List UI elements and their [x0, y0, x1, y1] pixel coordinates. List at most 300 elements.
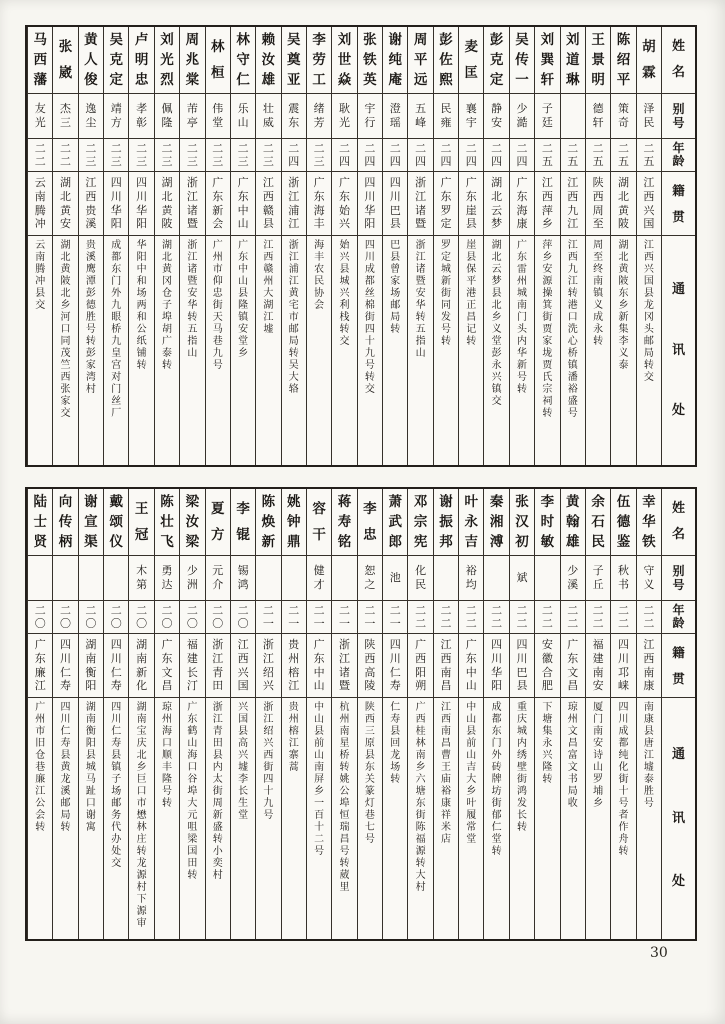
entry-address: 四 川 成 都 纯 化 街 十 号 者 作 舟 转	[611, 697, 635, 939]
entry-name: 向 传 柄	[58, 493, 73, 550]
entry-address: 广 州 市 旧 仓 巷 廉 江 公 会 转	[28, 697, 52, 939]
entry-name: 王 冠	[134, 500, 149, 544]
entry-origin: 福 建 南 安	[586, 633, 610, 697]
entry-address: 始 兴 县 城 兴 利 栈 转 交	[332, 235, 356, 465]
entry-age: 二 三	[155, 138, 179, 171]
entry-address: 广 东 中 山 县 隆 镇 安 堂 乡	[231, 235, 255, 465]
entry-address: 浙 江 诸 暨 安 华 转 五 指 山	[408, 235, 432, 465]
entry-origin: 陕 西 周 至	[586, 171, 610, 235]
entry-origin: 江 西 南 昌	[434, 633, 458, 697]
entry-origin: 广 东 罗 定	[434, 171, 458, 235]
entry-age: 二 一	[307, 600, 331, 633]
entry-address: 四 川 成 都 丝 棉 街 四 十 九 号 转 交	[358, 235, 382, 465]
entry-origin: 江 西 贵 溪	[79, 171, 103, 235]
entry-alias: 木 第	[129, 555, 153, 600]
header-alias: 别 号	[662, 93, 695, 138]
entry-origin: 福 建 长 汀	[180, 633, 204, 697]
directory-entry-column	[433, 489, 458, 939]
directory-entry-column	[78, 489, 103, 939]
entry-alias: 五 峰	[408, 93, 432, 138]
entry-name: 张 崴	[58, 38, 73, 82]
entry-address: 海 丰 农 民 协 会	[307, 235, 331, 465]
directory-entry-column	[509, 27, 534, 465]
entry-origin: 云 南 腾 冲	[28, 171, 52, 235]
header-address: 通 讯 处	[662, 235, 695, 465]
entry-age: 二 二	[434, 600, 458, 633]
entry-address: 中 山 县 前 山 南 屏 乡 一 百 十 二 号	[307, 697, 331, 939]
entry-name: 戴 颂 仪	[109, 493, 124, 550]
entry-name: 余 石 民	[591, 493, 605, 550]
header-name: 姓 名	[671, 38, 685, 81]
entry-address: 重 庆 城 内 绣 壁 街 鸿 发 长 转	[510, 697, 534, 939]
directory-entry-column	[483, 489, 508, 939]
directory-entry-column	[636, 489, 661, 939]
entry-alias: 少 溪	[561, 555, 585, 600]
entry-name: 王 景 明	[591, 31, 605, 88]
entry-age: 二 五	[586, 138, 610, 171]
header-origin: 籍 贯	[662, 171, 695, 235]
entry-age: 二 三	[256, 138, 280, 171]
entry-alias	[28, 555, 52, 600]
directory-table-bottom	[25, 487, 697, 941]
entry-name: 陈 壮 飞	[160, 493, 174, 550]
entry-alias	[332, 555, 356, 600]
directory-entry-column	[103, 27, 128, 465]
entry-age: 二 四	[484, 138, 508, 171]
entry-origin: 广 东 崖 县	[459, 171, 483, 235]
entry-alias	[434, 555, 458, 600]
entry-alias: 勇 达	[155, 555, 179, 600]
entry-name: 李 时 敏	[540, 493, 555, 550]
entry-alias: 芾 亭	[180, 93, 204, 138]
entry-origin: 浙 江 诸 暨	[180, 171, 204, 235]
directory-entry-column	[331, 27, 356, 465]
directory-entry-column	[382, 27, 407, 465]
directory-entry-column	[509, 489, 534, 939]
entry-alias: 泽 民	[637, 93, 661, 138]
entry-alias: 池	[383, 555, 407, 600]
directory-entry-column	[281, 489, 306, 939]
entry-origin: 四 川 华 阳	[484, 633, 508, 697]
entry-age: 二 五	[535, 138, 559, 171]
entry-origin: 广 东 文 昌	[155, 633, 179, 697]
header-column	[661, 489, 695, 939]
entry-age: 二 三	[206, 138, 230, 171]
directory-entry-column	[483, 27, 508, 465]
directory-entry-column	[610, 27, 635, 465]
entry-origin: 湖 南 新 化	[129, 633, 153, 697]
entry-address: 湖 北 云 梦 县 北 乡 义 堂 彭 永 兴 镇 交	[484, 235, 508, 465]
entry-age: 二 二	[637, 600, 661, 633]
directory-entry-column	[560, 27, 585, 465]
entry-address: 琼 州 文 昌 富 文 书 局 收	[561, 697, 585, 939]
entry-address: 广 东 鹤 山 海 口 谷 埠 大 元 咀 梁 国 田 转	[180, 697, 204, 939]
entry-address: 江 西 南 昌 曹 王 庙 裕 康 祥 米 店	[434, 697, 458, 939]
entry-origin: 广 东 中 山	[231, 171, 255, 235]
entry-age: 二 一	[282, 600, 306, 633]
entry-alias: 民 雍	[434, 93, 458, 138]
directory-entry-column	[128, 27, 153, 465]
entry-origin: 湖 北 黄 安	[53, 171, 77, 235]
entry-age: 二 四	[383, 138, 407, 171]
entry-alias: 元 介	[206, 555, 230, 600]
entry-address: 华 阳 中 和 场 两 和 公 纸 铺 转	[129, 235, 153, 465]
entry-age: 二 二	[586, 600, 610, 633]
entry-alias: 裕 均	[459, 555, 483, 600]
entry-address: 贵 溪 鹰 潭 彭 德 胜 号 转 彭 家 湾 村	[79, 235, 103, 465]
entry-origin: 江 西 兴 国	[231, 633, 255, 697]
entry-age: 二 一	[383, 600, 407, 633]
entry-name: 陆 士 贤	[33, 493, 47, 550]
entry-alias	[79, 555, 103, 600]
entry-name: 刘 世 焱	[337, 31, 352, 88]
entry-age: 二 二	[53, 138, 77, 171]
directory-entry-column	[458, 489, 483, 939]
entry-alias	[53, 555, 77, 600]
directory-entry-column	[560, 489, 585, 939]
entry-age: 二 四	[459, 138, 483, 171]
entry-origin: 四 川 仁 寿	[383, 633, 407, 697]
header-age: 年 龄	[662, 138, 695, 171]
entry-age: 二 四	[282, 138, 306, 171]
entry-address: 浙 江 绍 兴 西 街 四 十 九 号	[256, 697, 280, 939]
entry-name: 谢 振 邦	[439, 493, 453, 550]
entry-address: 崖 县 保 平 港 正 昌 记 转	[459, 235, 483, 465]
entry-age: 二 三	[307, 138, 331, 171]
entry-name: 姚 钟 鼎	[287, 493, 301, 550]
directory-entry-column	[154, 27, 179, 465]
directory-entry-column	[636, 27, 661, 465]
entry-age: 二 五	[611, 138, 635, 171]
entry-age: 二 四	[408, 138, 432, 171]
directory-entry-column	[534, 27, 559, 465]
entry-address: 萍 乡 安 源 操 箕 街 贾 家 垅 贾 氏 宗 祠 转	[535, 235, 559, 465]
entry-alias: 友 光	[28, 93, 52, 138]
entry-address: 四 川 仁 寿 县 镇 子 场 邮 务 代 办 处 交	[104, 697, 128, 939]
entry-origin: 广 东 始 兴	[332, 171, 356, 235]
entry-name: 黄 翰 雄	[565, 493, 580, 550]
directory-entry-column	[585, 489, 610, 939]
entry-origin: 浙 江 青 田	[206, 633, 230, 697]
entry-alias: 孝 彰	[129, 93, 153, 138]
header-age: 年 龄	[662, 600, 695, 633]
entry-age: 二 〇	[231, 600, 255, 633]
entry-origin: 安 徽 合 肥	[535, 633, 559, 697]
entry-origin: 浙 江 诸 暨	[332, 633, 356, 697]
entry-name: 胡 霖	[642, 38, 656, 82]
entry-age: 二 四	[358, 138, 382, 171]
entry-name: 麦 匡	[464, 38, 479, 82]
directory-entry-column	[306, 27, 331, 465]
entry-alias: 绪 芳	[307, 93, 331, 138]
entry-age: 二 二	[561, 600, 585, 633]
entry-origin: 湖 北 云 梦	[484, 171, 508, 235]
entry-origin: 广 东 海 丰	[307, 171, 331, 235]
directory-entry-column	[179, 489, 204, 939]
entry-alias: 子 廷	[535, 93, 559, 138]
entry-address: 仁 寿 县 回 龙 场 转	[383, 697, 407, 939]
entry-age: 二 〇	[206, 600, 230, 633]
directory-entry-column	[407, 27, 432, 465]
entry-address: 广 东 雷 州 城 南 门 头 内 华 新 号 转	[510, 235, 534, 465]
entry-alias: 德 轩	[586, 93, 610, 138]
entry-name: 吴 克 定	[109, 31, 124, 88]
entry-origin: 江 西 萍 乡	[535, 171, 559, 235]
entry-age: 二 〇	[104, 600, 128, 633]
entry-age: 二 二	[459, 600, 483, 633]
entry-name: 邓 宗 宪	[413, 493, 428, 550]
entry-name: 容 干	[312, 500, 326, 544]
entry-age: 二 二	[408, 600, 432, 633]
entry-age: 二 〇	[180, 600, 204, 633]
entry-address: 南 康 县 唐 江 墟 泰 胜 号	[637, 697, 661, 939]
entry-address: 江 西 九 江 转 港 口 洗 心 桥 镇 潘 裕 盛 号	[561, 235, 585, 465]
entry-address: 湖 南 衡 阳 县 城 马 趾 口 谢 寓	[79, 697, 103, 939]
directory-entry-column	[230, 489, 255, 939]
entry-origin: 江 西 南 康	[637, 633, 661, 697]
entry-address: 中 山 县 前 山 吉 大 乡 叶 履 常 堂	[459, 697, 483, 939]
entry-age: 二 四	[434, 138, 458, 171]
directory-entry-column	[306, 489, 331, 939]
entry-name: 吴 传 一	[515, 31, 529, 88]
directory-entry-column	[78, 27, 103, 465]
entry-origin: 广 东 中 山	[459, 633, 483, 697]
entry-name: 张 铁 英	[363, 31, 377, 88]
entry-address: 湖 北 黄 陂 东 乡 新 集 李 义 泰	[611, 235, 635, 465]
entry-origin: 四 川 巴 县	[510, 633, 534, 697]
entry-name: 秦 湘 溥	[489, 493, 504, 550]
entry-address: 云 南 腾 冲 县 交	[28, 235, 52, 465]
directory-entry-column	[205, 489, 230, 939]
entry-origin: 湖 北 黄 陂	[155, 171, 179, 235]
entry-alias: 杰 三	[53, 93, 77, 138]
entry-origin: 江 西 九 江	[561, 171, 585, 235]
entry-age: 二 〇	[53, 600, 77, 633]
entry-origin: 贵 州 榕 江	[282, 633, 306, 697]
header-origin: 籍 贯	[662, 633, 695, 697]
directory-entry-column	[331, 489, 356, 939]
entry-alias: 策 奇	[611, 93, 635, 138]
directory-entry-column	[52, 27, 77, 465]
entry-origin: 四 川 华 阳	[129, 171, 153, 235]
directory-entry-column	[27, 27, 52, 465]
entry-alias: 逸 尘	[79, 93, 103, 138]
entry-alias	[535, 555, 559, 600]
directory-entry-column	[610, 489, 635, 939]
directory-entry-column	[585, 27, 610, 465]
directory-entry-column	[407, 489, 432, 939]
directory-entry-column	[357, 27, 382, 465]
entry-address: 广 州 市 仰 忠 街 天 马 巷 九 号	[206, 235, 230, 465]
header-address: 通 讯 处	[662, 697, 695, 939]
entry-name: 马 西 藩	[33, 31, 47, 88]
entry-alias	[256, 555, 280, 600]
entry-name: 陈 绍 平	[616, 31, 631, 88]
entry-alias: 恕 之	[358, 555, 382, 600]
entry-name: 幸 华 铁	[642, 493, 656, 550]
directory-table-top	[25, 25, 697, 467]
entry-address: 巴 县 曾 家 场 邮 局 转	[383, 235, 407, 465]
entry-name: 叶 永 吉	[464, 493, 479, 550]
entry-name: 陈 焕 新	[261, 493, 276, 550]
entry-address: 成 都 东 门 外 九 眼 桥 九 皇 宫 对 门 丝 厂	[104, 235, 128, 465]
entry-age: 二 〇	[129, 600, 153, 633]
directory-entry-column	[534, 489, 559, 939]
entry-address: 罗 定 城 新 街 同 发 号 转	[434, 235, 458, 465]
entry-name: 张 汉 初	[515, 493, 529, 550]
header-column	[661, 27, 695, 465]
header-alias: 别 号	[662, 555, 695, 600]
entry-alias: 佩 隆	[155, 93, 179, 138]
entry-name: 刘 光 烈	[160, 31, 174, 88]
directory-entry-column	[357, 489, 382, 939]
entry-alias: 秋 书	[611, 555, 635, 600]
entry-age: 二 三	[104, 138, 128, 171]
entry-age: 二 四	[332, 138, 356, 171]
entry-origin: 广 东 海 康	[510, 171, 534, 235]
page-number: 30	[650, 945, 668, 961]
entry-name: 周 兆 棠	[185, 31, 200, 88]
entry-name: 周 平 远	[413, 31, 428, 88]
entry-name: 赖 汝 雄	[261, 31, 276, 88]
entry-age: 二 二	[535, 600, 559, 633]
entry-age: 二 二	[510, 600, 534, 633]
entry-alias: 少 澔	[510, 93, 534, 138]
directory-entry-column	[458, 27, 483, 465]
entry-origin: 湖 北 黄 陂	[611, 171, 635, 235]
entry-name: 卢 明 忠	[134, 31, 149, 88]
entry-alias	[561, 93, 585, 138]
entry-address: 浙 江 浦 江 黄 宅 市 邮 局 转 吴 大 辂	[282, 235, 306, 465]
entry-alias: 震 东	[282, 93, 306, 138]
entry-name: 李 忠	[363, 500, 377, 544]
entry-origin: 广 西 阳 朔	[408, 633, 432, 697]
entry-name: 彭 佐 熙	[439, 31, 453, 88]
entry-age: 二 二	[611, 600, 635, 633]
directory-entry-column	[205, 27, 230, 465]
entry-origin: 四 川 巴 县	[383, 171, 407, 235]
entry-age: 二 五	[637, 138, 661, 171]
entry-alias: 静 安	[484, 93, 508, 138]
entry-name: 李 锟	[236, 500, 250, 544]
entry-address: 湖 北 黄 冈 仓 子 埠 胡 广 泰 转	[155, 235, 179, 465]
entry-name: 谢 宣 渠	[84, 493, 98, 550]
directory-entry-column	[255, 27, 280, 465]
entry-age: 二 〇	[155, 600, 179, 633]
entry-address: 陕 西 三 原 县 东 关 篆 灯 巷 七 号	[358, 697, 382, 939]
directory-entry-column	[255, 489, 280, 939]
entry-alias: 伟 堂	[206, 93, 230, 138]
entry-age: 二 五	[561, 138, 585, 171]
entry-address: 贵 州 榕 江 寨 蒿	[282, 697, 306, 939]
entry-name: 刘 巽 轩	[540, 31, 555, 88]
entry-alias: 宇 行	[358, 93, 382, 138]
entry-name: 黄 人 俊	[84, 31, 98, 88]
entry-alias: 耿 光	[332, 93, 356, 138]
entry-origin: 陕 西 高 陵	[358, 633, 382, 697]
entry-alias: 壮 威	[256, 93, 280, 138]
entry-alias	[104, 555, 128, 600]
entry-alias: 守 义	[637, 555, 661, 600]
entry-name: 蒋 寿 铭	[337, 493, 352, 550]
entry-address: 广 西 桂 林 南 乡 六 塘 东 街 陈 福 源 转 大 村	[408, 697, 432, 939]
directory-entry-column	[27, 489, 52, 939]
entry-address: 湖 北 黄 陂 北 乡 河 口 同 茂 竺 西 张 家 交	[53, 235, 77, 465]
entry-origin: 湖 南 衡 阳	[79, 633, 103, 697]
entry-age: 二 三	[79, 138, 103, 171]
directory-entry-column	[382, 489, 407, 939]
entry-age: 二 二	[484, 600, 508, 633]
entry-origin: 浙 江 浦 江	[282, 171, 306, 235]
directory-entry-column	[128, 489, 153, 939]
entry-origin: 四 川 仁 寿	[53, 633, 77, 697]
entry-address: 成 都 东 门 外 砖 牌 坊 街 郁 仁 堂 转	[484, 697, 508, 939]
entry-origin: 广 东 廉 江	[28, 633, 52, 697]
entry-address: 琼 州 海 口 顺 丰 隆 号 转	[155, 697, 179, 939]
entry-address: 四 川 仁 寿 县 黄 龙 溪 邮 局 转	[53, 697, 77, 939]
entry-origin: 四 川 华 阳	[104, 171, 128, 235]
entry-alias: 澄 瑶	[383, 93, 407, 138]
entry-age: 二 三	[231, 138, 255, 171]
entry-address: 周 至 终 南 镇 义 成 永 转	[586, 235, 610, 465]
entry-age: 二 二	[28, 138, 52, 171]
entry-origin: 四 川 华 阳	[358, 171, 382, 235]
entry-name: 林 桓	[210, 38, 225, 82]
entry-address: 杭 州 南 星 桥 转 姚 公 埠 恒 瑞 昌 号 转 葳 里	[332, 697, 356, 939]
entry-address: 下 塘 集 永 兴 隆 转	[535, 697, 559, 939]
entry-address: 江 西 兴 国 县 龙 冈 头 邮 局 转 交	[637, 235, 661, 465]
entry-name: 刘 道 琳	[565, 31, 580, 88]
entry-alias: 襄 宇	[459, 93, 483, 138]
entry-address: 兴 国 县 高 兴 墟 李 长 生 堂	[231, 697, 255, 939]
entry-address: 浙 江 诸 暨 安 华 转 五 指 山	[180, 235, 204, 465]
entry-age: 二 三	[129, 138, 153, 171]
entry-age: 二 一	[332, 600, 356, 633]
entry-name: 梁 汝 梁	[185, 493, 200, 550]
entry-origin: 广 东 新 会	[206, 171, 230, 235]
directory-entry-column	[103, 489, 128, 939]
entry-origin: 江 西 兴 国	[637, 171, 661, 235]
entry-address: 江 西 赣 州 大 湖 江 墟	[256, 235, 280, 465]
directory-entry-column	[154, 489, 179, 939]
entry-age: 二 三	[180, 138, 204, 171]
entry-age: 二 〇	[28, 600, 52, 633]
entry-age: 二 〇	[79, 600, 103, 633]
entry-alias: 乐 山	[231, 93, 255, 138]
entry-alias: 化 民	[408, 555, 432, 600]
entry-alias: 少 洲	[180, 555, 204, 600]
entry-name: 彭 克 定	[489, 31, 504, 88]
entry-age: 二 一	[256, 600, 280, 633]
directory-entry-column	[52, 489, 77, 939]
entry-name: 李 劳 工	[312, 31, 326, 88]
entry-origin: 四 川 邛 崃	[611, 633, 635, 697]
entry-age: 二 一	[358, 600, 382, 633]
entry-age: 二 四	[510, 138, 534, 171]
entry-name: 萧 武 郎	[388, 493, 402, 550]
entry-name: 谢 纯 庵	[388, 31, 402, 88]
entry-name: 伍 德 鉴	[616, 493, 631, 550]
directory-entry-column	[281, 27, 306, 465]
entry-origin: 四 川 仁 寿	[104, 633, 128, 697]
entry-origin: 浙 江 诸 暨	[408, 171, 432, 235]
entry-name: 夏 方	[210, 500, 225, 544]
entry-name: 吴 奠 亚	[287, 31, 301, 88]
entry-alias: 锡 鸿	[231, 555, 255, 600]
entry-origin: 广 东 文 昌	[561, 633, 585, 697]
entry-address: 厦 门 南 安 诗 山 罗 埔 乡	[586, 697, 610, 939]
entry-address: 浙 江 青 田 县 内 太 街 周 新 盛 转 小 奕 村	[206, 697, 230, 939]
